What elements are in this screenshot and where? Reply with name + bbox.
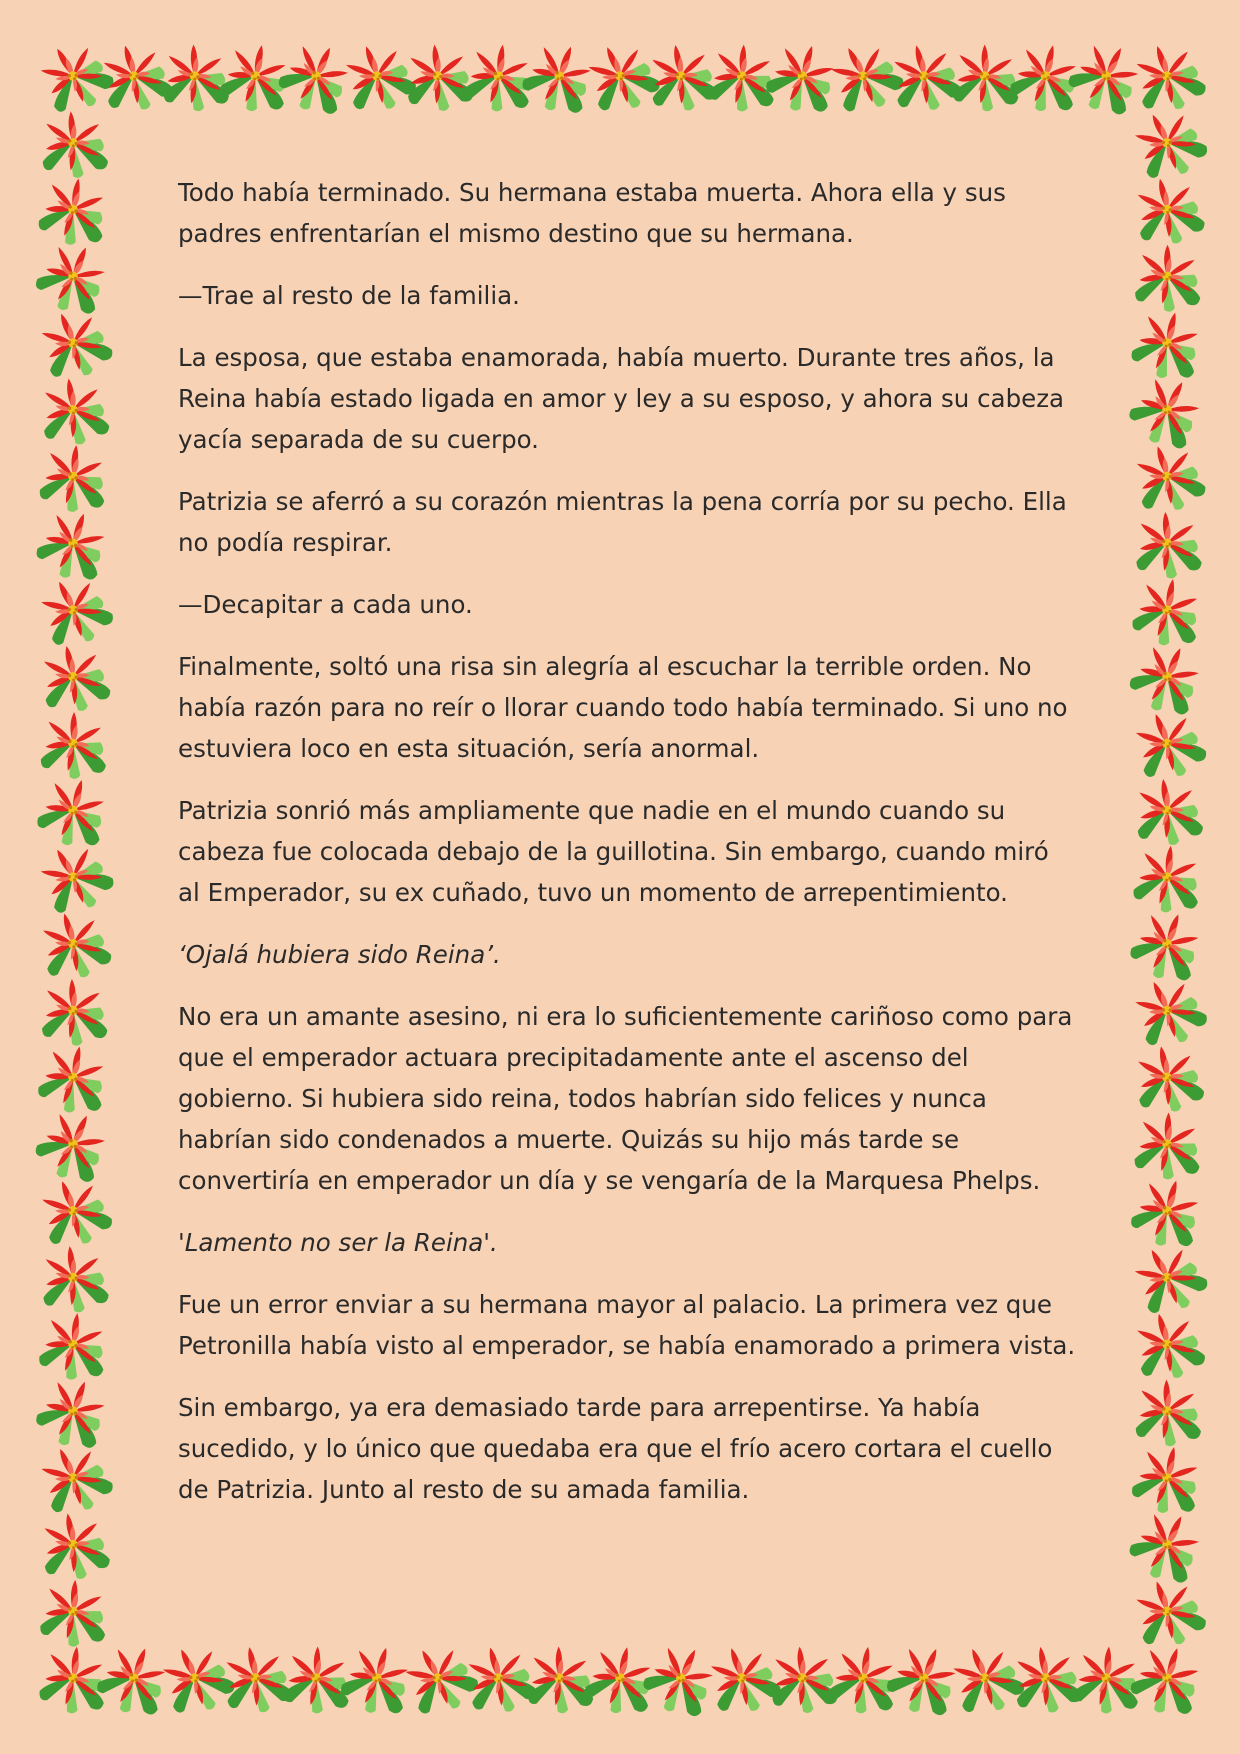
paragraph-7: Patrizia sonrió más ampliamente que nadie en el mundo cuando su cabeza fue colocada debajo de la guillotina. Sin embargo, cuando miró al Emperador, su ex cuñado, tuvo un momento de arrepentimiento. (178, 796, 1049, 907)
paragraph-3: La esposa, que estaba enamorada, había muerto. Durante tres años, la Reina había estado ligada en amor y ley a su esposo, y ahora su cabeza yacía separada de su cuerpo. (178, 343, 1065, 454)
paragraph-9: No era un amante asesino, ni era lo suficientemente cariñoso como para que el emperador actuara precipitadamente ante el ascenso del gobierno. Si hubiera sido reina, todos habrían sido felices y nunca habrían sido condenados a muerte. Quizás su hijo más tarde se convertiría en emperador un día y se vengaría de la Marquesa Phelps. (178, 1002, 1073, 1195)
paragraph-6: Finalmente, soltó una risa sin alegría al escuchar la terrible orden. No había razón para no reír o llorar cuando todo había terminado. Si uno no estuviera loco en esta situación, sería anormal. (178, 652, 1068, 763)
paragraph-11: Fue un error enviar a su hermana mayor al palacio. La primera vez que Petronilla había visto al emperador, se había enamorado a primera vista. (178, 1290, 1076, 1360)
chapter-text (178, 172, 1078, 1531)
paragraph-5: —Decapitar a cada uno. (178, 590, 473, 619)
paragraph-10-italic-thought: 'Lamento no ser la Reina'. (178, 1228, 498, 1257)
paragraph-1: Todo había terminado. Su hermana estaba muerta. Ahora ella y sus padres enfrentarían el mismo destino que su hermana. (178, 178, 1006, 248)
paragraph-2: —Trae al resto de la familia. (178, 281, 520, 310)
paragraph-4: Patrizia se aferró a su corazón mientras la pena corría por su pecho. Ella no podía respirar. (178, 487, 1067, 557)
paragraph-8-italic-thought: ‘Ojalá hubiera sido Reina’. (178, 940, 501, 969)
paragraph-12: Sin embargo, ya era demasiado tarde para arrepentirse. Ya había sucedido, y lo único que quedaba era que el frío acero cortara el cuello de Patrizia. Junto al resto de su amada familia. (178, 1393, 1053, 1504)
